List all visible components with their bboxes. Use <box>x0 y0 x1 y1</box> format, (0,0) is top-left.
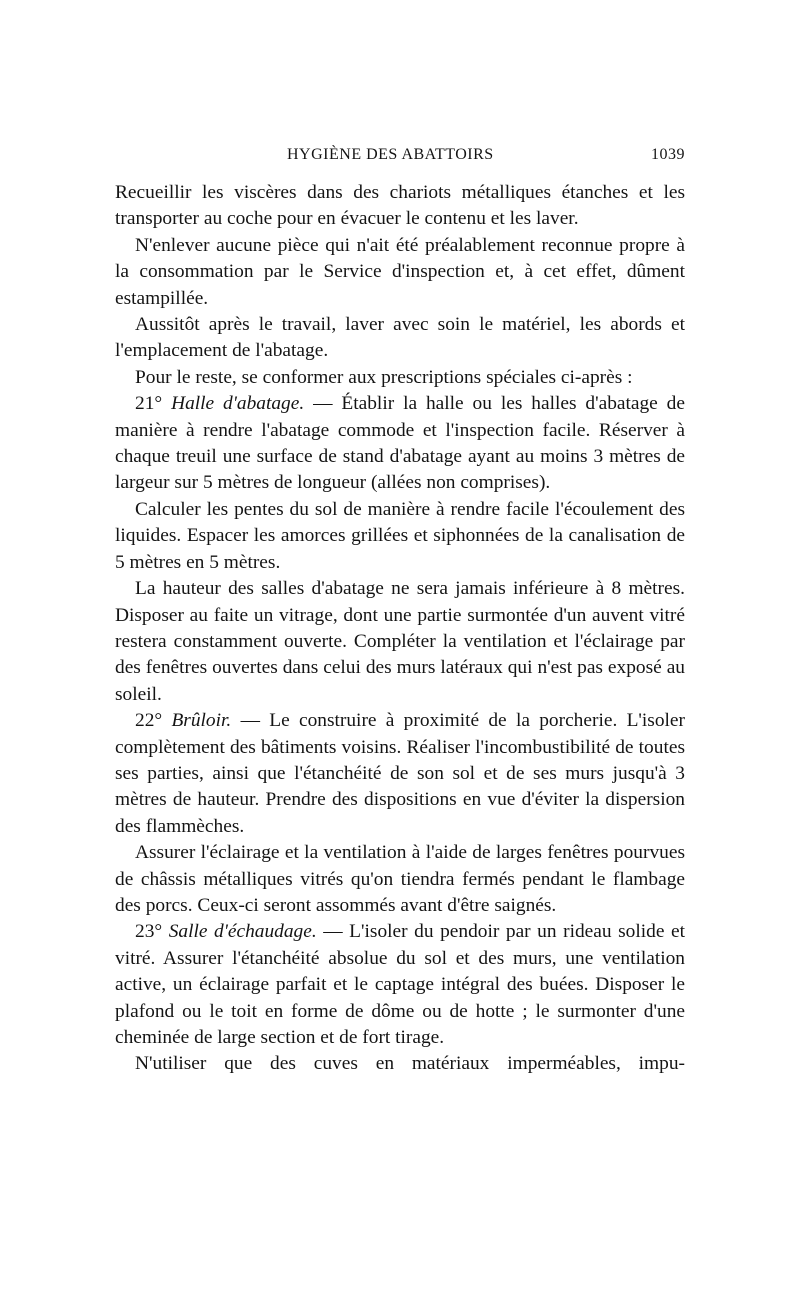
section-number: 21° <box>135 393 163 415</box>
section-title: Brûloir. <box>171 710 232 732</box>
paragraph-special-prescriptions: Pour le reste, se conformer aux prescriptions spéciales ci-après : <box>135 366 633 388</box>
section-salle-echaudage <box>115 919 685 1051</box>
page-number: 1039 <box>651 146 685 163</box>
paragraph-cuves: N'utiliser que des cuves en matériaux imperméables, impu- <box>135 1053 685 1075</box>
running-title: HYGIÈNE DES ABATTOIRS <box>287 146 494 163</box>
paragraph-hall-height: La hauteur des salles d'abatage ne sera jamais inférieure à 8 mètres. Disposer au faite un vitrage, dont une partie surmontée d'un auvent vitré restera constamment ouverte. Compléter la ventilation et l'éclairage par des fenêtres ouvertes dans celui des murs latéraux qui n'est pas exposé au soleil. <box>115 578 685 705</box>
section-text: — Établir la halle ou les halles d'abatage de manière à rendre l'abatage commode et l'inspection facile. Réserver à chaque treuil une surface de stand d'abatage ayant au moins 3 mètres de largeur sur 5 mètres de longueur (allées non comprises). <box>115 393 685 494</box>
section-halle-abatage <box>115 391 685 497</box>
section-number: 22° <box>135 710 163 732</box>
paragraph-slopes: Calculer les pentes du sol de manière à rendre facile l'écoulement des liquides. Espacer les amorces grillées et siphonnées de la canalisation de 5 mètres en 5 mètres. <box>115 498 685 573</box>
section-bruloir <box>115 708 685 840</box>
section-number: 23° <box>135 921 163 943</box>
section-title: Halle d'abatage. <box>171 393 305 415</box>
paragraph-inspection: N'enlever aucune pièce qui n'ait été préalablement reconnue propre à la consommation par le Service d'inspection et, à cet effet, dûment estampillée. <box>115 234 685 309</box>
section-text: — L'isoler du pendoir par un rideau solide et vitré. Assurer l'étanchéité absolue du sol et des murs, une ventilation active, un éclairage parfait et le captage intégral des buées. Disposer le plafond ou le toit en forme de dôme ou de hotte ; le surmonter d'une cheminée de large section et de fort tirage. <box>115 921 685 1048</box>
paragraph-lighting-ventilation: Assurer l'éclairage et la ventilation à l'aide de larges fenêtres pourvues de châssis métalliques vitrés qu'on tiendra fermés pendant le flambage des porcs. Ceux-ci seront assommés avant d'être saignés. <box>115 842 685 916</box>
section-text: — Le construire à proximité de la porcherie. L'isoler complètement des bâtiments voisins. Réaliser l'incombustibilité de toutes ses parties, ainsi que l'étanchéité de son sol et de ses murs jusqu'à 3 mètres de hauteur. Prendre des dispositions en vue d'éviter la dispersion des flammèches. <box>115 710 685 837</box>
body-text <box>115 180 685 1078</box>
page-header <box>115 146 685 172</box>
paragraph-viscera: Recueillir les viscères dans des chariots métalliques étanches et les transporter au coche pour en évacuer le contenu et les laver. <box>115 182 685 230</box>
paragraph-cleaning: Aussitôt après le travail, laver avec soin le matériel, les abords et l'emplacement de l'abatage. <box>115 314 685 362</box>
section-title: Salle d'échaudage. <box>168 921 317 943</box>
